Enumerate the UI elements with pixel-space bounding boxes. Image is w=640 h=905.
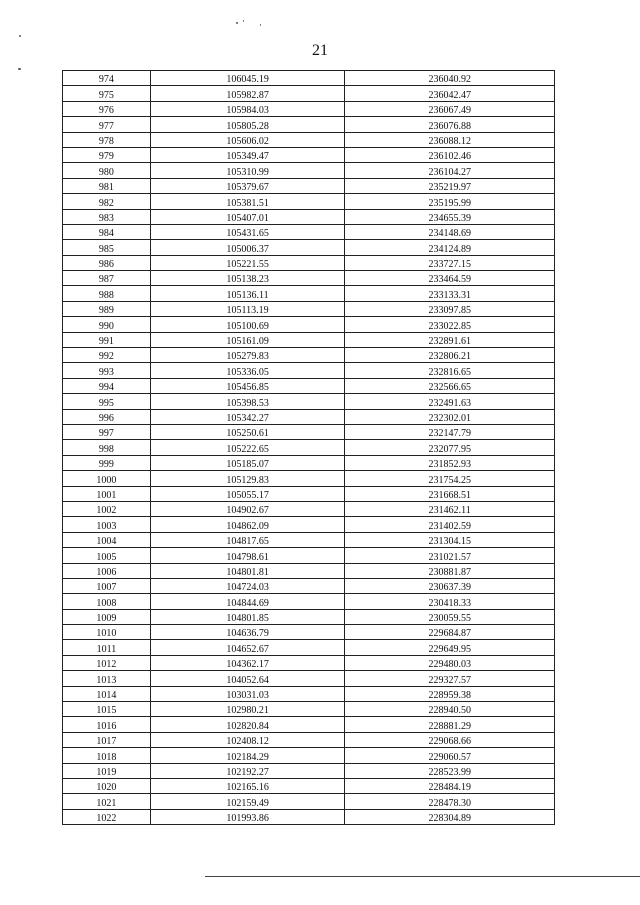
- table-row: [63, 440, 555, 455]
- x-coordinate-cell: 104724.03: [150, 578, 345, 593]
- point-number-cell: 987: [63, 271, 151, 286]
- y-coordinate-cell: 234148.69: [345, 224, 555, 239]
- table-row: [63, 486, 555, 501]
- point-number-cell: 993: [63, 363, 151, 378]
- table-row: [63, 763, 555, 778]
- y-coordinate-cell: 232491.63: [345, 394, 555, 409]
- table-row: [63, 348, 555, 363]
- table-row: [63, 163, 555, 178]
- x-coordinate-cell: 105398.53: [150, 394, 345, 409]
- table-row: [63, 732, 555, 747]
- table-row: [63, 532, 555, 547]
- y-coordinate-cell: 231021.57: [345, 548, 555, 563]
- y-coordinate-cell: 232891.61: [345, 332, 555, 347]
- scan-speck: [19, 35, 21, 37]
- point-number-cell: 974: [63, 71, 151, 86]
- table-row: [63, 224, 555, 239]
- point-number-cell: 976: [63, 101, 151, 116]
- x-coordinate-cell: 105279.83: [150, 348, 345, 363]
- y-coordinate-cell: 229060.57: [345, 748, 555, 763]
- y-coordinate-cell: 232566.65: [345, 378, 555, 393]
- table-row: [63, 671, 555, 686]
- table-row: [63, 578, 555, 593]
- table-row: [63, 209, 555, 224]
- point-number-cell: 1001: [63, 486, 151, 501]
- y-coordinate-cell: 236040.92: [345, 71, 555, 86]
- table-row: [63, 424, 555, 439]
- y-coordinate-cell: 228523.99: [345, 763, 555, 778]
- table-row: [63, 778, 555, 793]
- table-row: [63, 409, 555, 424]
- table-row: [63, 301, 555, 316]
- x-coordinate-cell: 103031.03: [150, 686, 345, 701]
- x-coordinate-cell: 105006.37: [150, 240, 345, 255]
- y-coordinate-cell: 233133.31: [345, 286, 555, 301]
- table-row: [63, 378, 555, 393]
- y-coordinate-cell: 232302.01: [345, 409, 555, 424]
- x-coordinate-cell: 104798.61: [150, 548, 345, 563]
- x-coordinate-cell: 101993.86: [150, 809, 345, 824]
- y-coordinate-cell: 232806.21: [345, 348, 555, 363]
- point-number-cell: 975: [63, 86, 151, 101]
- point-number-cell: 1005: [63, 548, 151, 563]
- x-coordinate-cell: 102980.21: [150, 702, 345, 717]
- x-coordinate-cell: 105982.87: [150, 86, 345, 101]
- x-coordinate-cell: 105456.85: [150, 378, 345, 393]
- x-coordinate-cell: 105221.55: [150, 255, 345, 270]
- x-coordinate-cell: 104052.64: [150, 671, 345, 686]
- y-coordinate-cell: 231754.25: [345, 471, 555, 486]
- table-row: [63, 517, 555, 532]
- table-row: [63, 809, 555, 824]
- y-coordinate-cell: 229327.57: [345, 671, 555, 686]
- x-coordinate-cell: 102184.29: [150, 748, 345, 763]
- x-coordinate-cell: 105805.28: [150, 117, 345, 132]
- table-row: [63, 563, 555, 578]
- point-number-cell: 1018: [63, 748, 151, 763]
- y-coordinate-cell: 230418.33: [345, 594, 555, 609]
- x-coordinate-cell: 105138.23: [150, 271, 345, 286]
- y-coordinate-cell: 231402.59: [345, 517, 555, 532]
- point-number-cell: 979: [63, 147, 151, 162]
- point-number-cell: 1013: [63, 671, 151, 686]
- page-number: 21: [312, 42, 328, 59]
- point-number-cell: 992: [63, 348, 151, 363]
- table-row: [63, 640, 555, 655]
- table-row: [63, 71, 555, 86]
- y-coordinate-cell: 236102.46: [345, 147, 555, 162]
- y-coordinate-cell: 234655.39: [345, 209, 555, 224]
- point-number-cell: 978: [63, 132, 151, 147]
- x-coordinate-cell: 102820.84: [150, 717, 345, 732]
- x-coordinate-cell: 105250.61: [150, 424, 345, 439]
- point-number-cell: 1002: [63, 501, 151, 516]
- point-number-cell: 1000: [63, 471, 151, 486]
- point-number-cell: 1011: [63, 640, 151, 655]
- point-number-cell: 983: [63, 209, 151, 224]
- table-row: [63, 471, 555, 486]
- point-number-cell: 1012: [63, 655, 151, 670]
- point-number-cell: 994: [63, 378, 151, 393]
- table-row: [63, 686, 555, 701]
- point-number-cell: 1003: [63, 517, 151, 532]
- y-coordinate-cell: 235219.97: [345, 178, 555, 193]
- table-row: [63, 655, 555, 670]
- scan-speck: [243, 20, 244, 22]
- scan-speck: [260, 24, 261, 26]
- y-coordinate-cell: 233022.85: [345, 317, 555, 332]
- table-row: [63, 548, 555, 563]
- bottom-rule: [205, 876, 640, 877]
- table-row: [63, 717, 555, 732]
- point-number-cell: 980: [63, 163, 151, 178]
- x-coordinate-cell: 102192.27: [150, 763, 345, 778]
- point-number-cell: 997: [63, 424, 151, 439]
- x-coordinate-cell: 104801.81: [150, 563, 345, 578]
- x-coordinate-cell: 105984.03: [150, 101, 345, 116]
- x-coordinate-cell: 105407.01: [150, 209, 345, 224]
- point-number-cell: 988: [63, 286, 151, 301]
- table-row: [63, 255, 555, 270]
- point-number-cell: 991: [63, 332, 151, 347]
- point-number-cell: 999: [63, 455, 151, 470]
- table-row: [63, 132, 555, 147]
- table-row: [63, 394, 555, 409]
- x-coordinate-cell: 105055.17: [150, 486, 345, 501]
- x-coordinate-cell: 102165.16: [150, 778, 345, 793]
- x-coordinate-cell: 104801.85: [150, 609, 345, 624]
- point-number-cell: 982: [63, 194, 151, 209]
- table-row: [63, 748, 555, 763]
- table-row: [63, 501, 555, 516]
- point-number-cell: 1014: [63, 686, 151, 701]
- point-number-cell: 986: [63, 255, 151, 270]
- y-coordinate-cell: 236042.47: [345, 86, 555, 101]
- x-coordinate-cell: 102408.12: [150, 732, 345, 747]
- point-number-cell: 1006: [63, 563, 151, 578]
- y-coordinate-cell: 231304.15: [345, 532, 555, 547]
- y-coordinate-cell: 228478.30: [345, 794, 555, 809]
- point-number-cell: 1009: [63, 609, 151, 624]
- x-coordinate-cell: 104362.17: [150, 655, 345, 670]
- table-row: [63, 609, 555, 624]
- table-row: [63, 101, 555, 116]
- scan-speck: [236, 22, 238, 24]
- y-coordinate-cell: 228881.29: [345, 717, 555, 732]
- y-coordinate-cell: 236076.88: [345, 117, 555, 132]
- table-row: [63, 702, 555, 717]
- y-coordinate-cell: 229068.66: [345, 732, 555, 747]
- y-coordinate-cell: 231852.93: [345, 455, 555, 470]
- point-number-cell: 1017: [63, 732, 151, 747]
- x-coordinate-cell: 105606.02: [150, 132, 345, 147]
- point-number-cell: 977: [63, 117, 151, 132]
- y-coordinate-cell: 236088.12: [345, 132, 555, 147]
- x-coordinate-cell: 102159.49: [150, 794, 345, 809]
- x-coordinate-cell: 105310.99: [150, 163, 345, 178]
- point-number-cell: 1008: [63, 594, 151, 609]
- point-number-cell: 981: [63, 178, 151, 193]
- y-coordinate-cell: 229480.03: [345, 655, 555, 670]
- y-coordinate-cell: 235195.99: [345, 194, 555, 209]
- point-number-cell: 998: [63, 440, 151, 455]
- table-row: [63, 455, 555, 470]
- y-coordinate-cell: 229684.87: [345, 625, 555, 640]
- y-coordinate-cell: 231462.11: [345, 501, 555, 516]
- point-number-cell: 1019: [63, 763, 151, 778]
- table-row: [63, 271, 555, 286]
- table-row: [63, 178, 555, 193]
- table-row: [63, 332, 555, 347]
- x-coordinate-cell: 104902.67: [150, 501, 345, 516]
- table-row: [63, 317, 555, 332]
- x-coordinate-cell: 104844.69: [150, 594, 345, 609]
- x-coordinate-cell: 105342.27: [150, 409, 345, 424]
- x-coordinate-cell: 105349.47: [150, 147, 345, 162]
- point-number-cell: 995: [63, 394, 151, 409]
- y-coordinate-cell: 233464.59: [345, 271, 555, 286]
- y-coordinate-cell: 229649.95: [345, 640, 555, 655]
- x-coordinate-cell: 105431.65: [150, 224, 345, 239]
- point-number-cell: 1015: [63, 702, 151, 717]
- x-coordinate-cell: 105336.05: [150, 363, 345, 378]
- point-number-cell: 1021: [63, 794, 151, 809]
- y-coordinate-cell: 230881.87: [345, 563, 555, 578]
- y-coordinate-cell: 232816.65: [345, 363, 555, 378]
- y-coordinate-cell: 233727.15: [345, 255, 555, 270]
- y-coordinate-cell: 230637.39: [345, 578, 555, 593]
- y-coordinate-cell: 231668.51: [345, 486, 555, 501]
- point-number-cell: 990: [63, 317, 151, 332]
- x-coordinate-cell: 105136.11: [150, 286, 345, 301]
- x-coordinate-cell: 104636.79: [150, 625, 345, 640]
- coordinates-table: [62, 70, 555, 825]
- y-coordinate-cell: 228304.89: [345, 809, 555, 824]
- scan-speck: [18, 68, 21, 70]
- x-coordinate-cell: 105113.19: [150, 301, 345, 316]
- x-coordinate-cell: 105222.65: [150, 440, 345, 455]
- table-body: [63, 71, 555, 825]
- y-coordinate-cell: 232077.95: [345, 440, 555, 455]
- y-coordinate-cell: 236104.27: [345, 163, 555, 178]
- x-coordinate-cell: 105161.09: [150, 332, 345, 347]
- table-row: [63, 794, 555, 809]
- y-coordinate-cell: 232147.79: [345, 424, 555, 439]
- x-coordinate-cell: 105379.67: [150, 178, 345, 193]
- point-number-cell: 1004: [63, 532, 151, 547]
- table-row: [63, 194, 555, 209]
- table-row: [63, 117, 555, 132]
- table-row: [63, 594, 555, 609]
- point-number-cell: 989: [63, 301, 151, 316]
- x-coordinate-cell: 104652.67: [150, 640, 345, 655]
- point-number-cell: 1020: [63, 778, 151, 793]
- point-number-cell: 996: [63, 409, 151, 424]
- x-coordinate-cell: 104862.09: [150, 517, 345, 532]
- y-coordinate-cell: 228484.19: [345, 778, 555, 793]
- x-coordinate-cell: 105100.69: [150, 317, 345, 332]
- point-number-cell: 1022: [63, 809, 151, 824]
- x-coordinate-cell: 105185.07: [150, 455, 345, 470]
- y-coordinate-cell: 230059.55: [345, 609, 555, 624]
- point-number-cell: 1007: [63, 578, 151, 593]
- point-number-cell: 985: [63, 240, 151, 255]
- y-coordinate-cell: 233097.85: [345, 301, 555, 316]
- table-row: [63, 625, 555, 640]
- x-coordinate-cell: 105381.51: [150, 194, 345, 209]
- table-row: [63, 363, 555, 378]
- x-coordinate-cell: 106045.19: [150, 71, 345, 86]
- point-number-cell: 1010: [63, 625, 151, 640]
- point-number-cell: 984: [63, 224, 151, 239]
- x-coordinate-cell: 105129.83: [150, 471, 345, 486]
- y-coordinate-cell: 228940.50: [345, 702, 555, 717]
- y-coordinate-cell: 234124.89: [345, 240, 555, 255]
- table-row: [63, 147, 555, 162]
- table-row: [63, 286, 555, 301]
- table-row: [63, 240, 555, 255]
- table-row: [63, 86, 555, 101]
- y-coordinate-cell: 228959.38: [345, 686, 555, 701]
- x-coordinate-cell: 104817.65: [150, 532, 345, 547]
- point-number-cell: 1016: [63, 717, 151, 732]
- y-coordinate-cell: 236067.49: [345, 101, 555, 116]
